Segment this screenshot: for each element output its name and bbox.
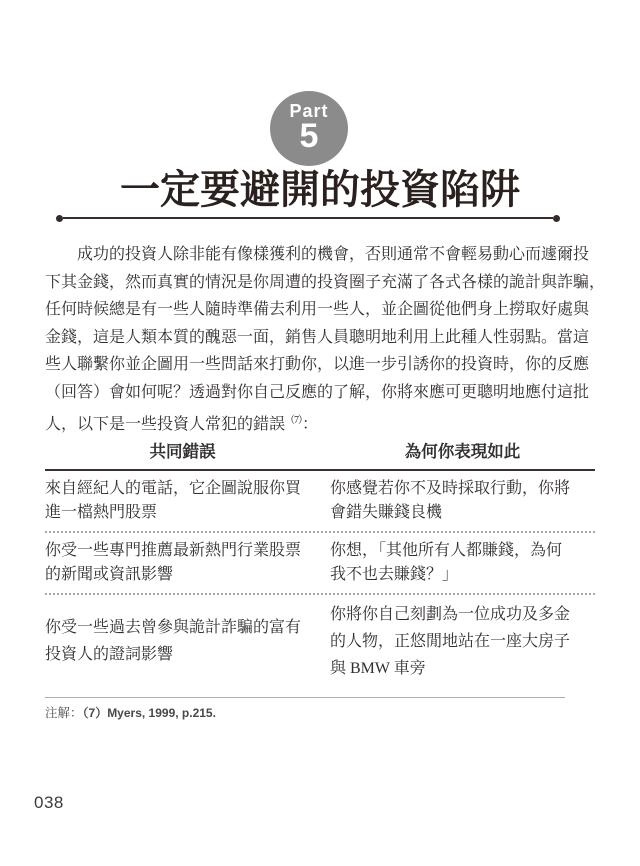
paragraph-line-with-footnote-ref bbox=[45, 407, 597, 439]
cell-line: 你受一些過去曾參與詭計詐騙的富有 bbox=[45, 619, 302, 636]
cell-line: 你受一些專門推薦最新熱門行業股票 bbox=[45, 542, 302, 559]
divider-rule bbox=[63, 217, 553, 219]
table-row bbox=[45, 533, 595, 595]
paragraph-line-text: 人，以下是一些投資人常犯的錯誤 bbox=[45, 415, 286, 433]
title-divider bbox=[56, 214, 560, 222]
cell-line: 你想，「其他所有人都賺錢，為何 bbox=[330, 542, 563, 559]
cell-line: 與 BMW 車旁 bbox=[330, 660, 426, 677]
paragraph-line: 成功的投資人除非能有像樣獲利的機會，否則通常不會輕易動心而遽爾投 bbox=[77, 246, 590, 263]
cell-line: 會錯失賺錢良機 bbox=[330, 504, 443, 521]
table-header-why-you-act: 為何你表現如此 bbox=[404, 442, 521, 461]
divider-right-dot bbox=[553, 215, 560, 222]
table-cell-mistake bbox=[45, 539, 320, 587]
table-cell-reason bbox=[320, 601, 595, 682]
paragraph-line: 金錢，這是人類本質的醜惡一面，銷售人員聰明地利用上此種人性弱點。當這 bbox=[45, 328, 590, 346]
cell-line: 我不也去賺錢？」 bbox=[330, 566, 459, 583]
paragraph-line: 任何時候總是有一些人隨時準備去利用一些人，並企圖從他們身上撈取好處與 bbox=[45, 301, 590, 319]
table-header-row bbox=[45, 438, 595, 471]
footnote-reference-superscript: （7） bbox=[285, 414, 303, 426]
table-cell-reason bbox=[320, 539, 595, 587]
paragraph-line-colon: ： bbox=[302, 415, 319, 433]
paragraph-line: 下其金錢，然而真實的情況是你周遭的投資圈子充滿了各式各樣的詭計與詐騙， bbox=[45, 273, 606, 291]
cell-line: 的新聞或資訊影響 bbox=[45, 566, 174, 583]
cell-line: 投資人的證詞影響 bbox=[45, 646, 174, 663]
investor-mistakes-table bbox=[45, 438, 595, 688]
paragraph-line: 些人聯繫你並企圖用一些問話來打動你，以進一步引誘你的投資時，你的反應 bbox=[45, 356, 590, 374]
cell-line: 你將你自己刻劃為一位成功及多金 bbox=[330, 606, 571, 623]
cell-line: 的人物，正悠閒地站在一座大房子 bbox=[330, 633, 571, 650]
chapter-title: 一定要避開的投資陷阱 bbox=[120, 168, 520, 212]
divider-left-dot bbox=[56, 215, 63, 222]
footnote bbox=[45, 703, 216, 721]
table-row bbox=[45, 595, 595, 688]
cell-line: 進一檔熱門股票 bbox=[45, 504, 158, 521]
footnote-rule bbox=[45, 697, 565, 698]
table-row bbox=[45, 471, 595, 533]
paragraph-line: （回答）會如何呢？透過對你自己反應的了解，你將來應可更聰明地應付這批 bbox=[45, 383, 590, 401]
page-number: 038 bbox=[34, 793, 64, 812]
table-header-common-mistakes: 共同錯誤 bbox=[149, 442, 216, 461]
part-badge-number: 5 bbox=[299, 117, 319, 155]
table-cell-reason bbox=[320, 477, 595, 525]
table-cell-mistake bbox=[45, 477, 320, 525]
part-badge bbox=[270, 91, 348, 166]
footnote-citation: （7）Myers, 1999, p.215. bbox=[82, 706, 216, 720]
cell-line: 來自經紀人的電話，它企圖說服你買 bbox=[45, 480, 302, 497]
table-cell-mistake bbox=[45, 601, 320, 682]
footnote-label: 注解： bbox=[45, 706, 83, 720]
intro-paragraph bbox=[45, 241, 606, 438]
part-badge-label: Part bbox=[289, 101, 329, 121]
cell-line: 你感覺若你不及時採取行動，你將 bbox=[330, 480, 571, 497]
